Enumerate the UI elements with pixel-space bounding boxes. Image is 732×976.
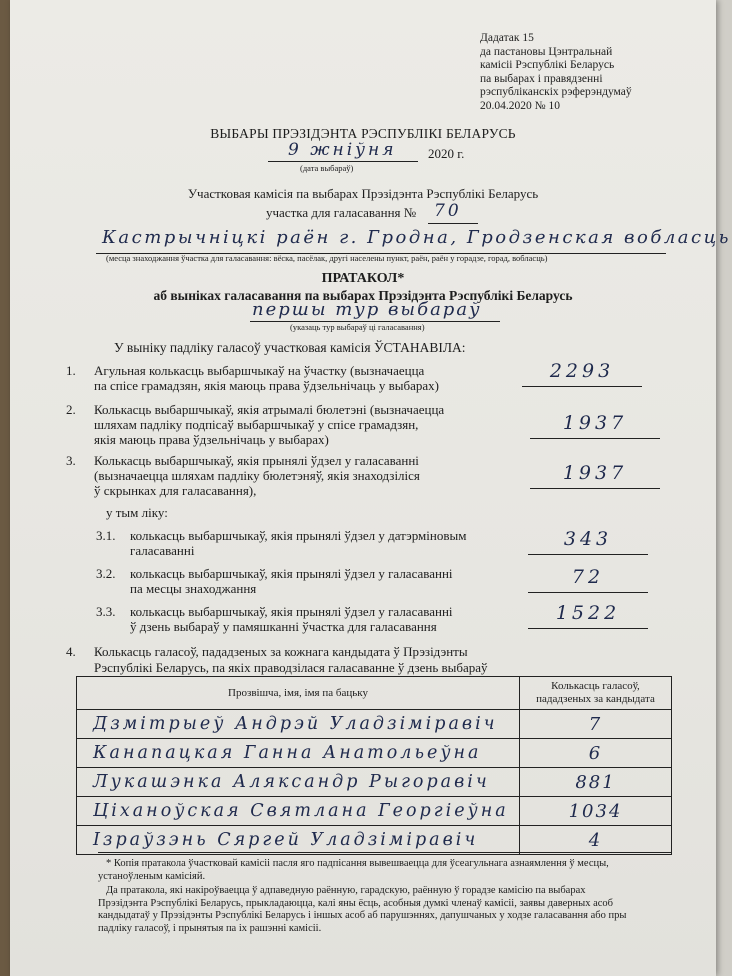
candidate-name-cell	[77, 710, 520, 739]
item-1	[66, 363, 486, 397]
annex-line: па выбарах і правядзенні	[480, 72, 603, 85]
subitem-3-3-value-field	[528, 602, 648, 629]
candidate-votes-cell	[520, 797, 672, 826]
item-text-line: (вызначаецца шляхам падліку бюлетэняў, якія знаходзіліся	[94, 468, 420, 483]
subitem-text-line: колькасць выбаршчыкаў, якія прынялі ўдзел у галасаванні	[130, 604, 453, 619]
subitem-number: 3.1.	[96, 528, 116, 543]
annex-line: да пастановы Цэнтральнай	[480, 45, 613, 58]
subitem-text-line: колькасць выбаршчыкаў, якія прынялі ўдзел у галасаванні	[130, 566, 453, 581]
table-row	[77, 710, 672, 739]
item-text-line: Колькасць выбаршчыкаў, якія прынялі ўдзел у галасаванні	[94, 453, 419, 468]
item-number: 1.	[66, 363, 76, 378]
item-text-line: шляхам падліку подпісаў выбаршчыкаў у спісе грамадзян,	[94, 417, 419, 432]
item-text-line: Агульная колькасць выбаршчыкаў на ўчастку (вызначаецца	[94, 363, 425, 378]
established-heading: У выніку падліку галасоў участковая камісія ЎСТАНАВІЛА:	[114, 340, 466, 355]
subitem-3-3	[96, 604, 516, 638]
footnote-divider	[98, 852, 672, 853]
candidate-name-cell	[77, 768, 520, 797]
item-3	[66, 453, 486, 503]
candidate-votes: 881	[575, 771, 616, 793]
subitem-3-1	[96, 528, 516, 562]
subitem-3-1-value: 343	[563, 528, 613, 550]
date-caption: (дата выбараў)	[300, 163, 354, 173]
table-row	[77, 768, 672, 797]
footnote-line: падліку галасоў, і прынятыя па іх рашэнні камісіі.	[98, 922, 322, 934]
location-caption: (месца знаходжання ўчастка для галасавання: вёска, пасёлак, другі населены пункт, раён, раён у горадзе, горад, вобласць)	[106, 253, 548, 263]
candidate-votes: 1034	[568, 800, 623, 822]
candidate-name-cell	[77, 739, 520, 768]
item-text-line: Колькасць галасоў, пададзеных за кожнага кандыдата ў Прэзідэнты	[94, 644, 468, 659]
column-header-name: Прозвішча, імя, імя па бацьку	[77, 677, 520, 710]
candidate-votes-cell	[520, 768, 672, 797]
candidates-table	[76, 676, 672, 855]
item-text-line: па спісе грамадзян, якія маюць права ўдзельнічаць у выбарах)	[94, 378, 439, 393]
item-number: 3.	[66, 453, 76, 468]
candidate-votes: 7	[588, 713, 603, 735]
table-header-row	[77, 677, 672, 710]
candidate-name: Дзмітрыеў Андрэй Уладзіміравіч	[93, 714, 498, 734]
item-3-value: 1937	[562, 462, 628, 484]
item-1-value: 2293	[549, 360, 615, 382]
round-caption: (указаць тур выбараў ці галасавання)	[290, 322, 425, 332]
item-text-line: якія маюць права ўдзельнічаць у выбарах)	[94, 432, 329, 447]
candidate-votes: 4	[588, 829, 603, 851]
column-header-votes-line: Колькасць галасоў,	[551, 680, 640, 692]
protocol-page	[10, 0, 731, 976]
footnote-line: * Копія пратакола ўчастковай камісіі пасля яго падпісання вывешваецца для ўсеагульнага азнаямлення ў месцы,	[106, 858, 609, 869]
candidate-name: Ізраўзэнь Сяргей Уладзіміравіч	[93, 830, 479, 850]
table-row	[77, 797, 672, 826]
footnote-line: кандыдатаў у Прэзідэнты Рэспублікі Беларусь і іншых асоб аб парушэннях, дапушчаных у ходзе галасавання або пры	[98, 910, 627, 921]
item-2-value: 1937	[562, 412, 628, 434]
footnote-1	[98, 858, 672, 883]
item-text-line: Колькасць выбаршчыкаў, якія атрымалі бюлетэні (вызначаецца	[94, 402, 445, 417]
subitem-number: 3.3.	[96, 604, 116, 619]
footnote-line: устаноўленым камісіяй.	[98, 870, 206, 882]
item-1-value-field	[522, 360, 642, 387]
column-header-votes	[520, 677, 672, 710]
date-field	[268, 140, 418, 162]
candidate-name: Ціханоўская Святлана Георгіеўна	[93, 801, 509, 821]
candidate-name-cell	[77, 826, 520, 855]
subitem-text-line: па месцы знаходжання	[130, 581, 257, 596]
round-handwritten: першы тур выбараў	[252, 299, 482, 320]
commission-line-2: участка для галасавання №	[266, 205, 417, 220]
candidate-votes-cell	[520, 710, 672, 739]
annex-line: камісіі Рэспублікі Беларусь	[480, 59, 615, 71]
item-number: 2.	[66, 402, 76, 417]
item-4	[66, 644, 686, 678]
election-title: ВЫБАРЫ ПРЭЗІДЭНТА РЭСПУБЛІКІ БЕЛАРУСЬ	[210, 126, 516, 141]
subitem-3-2	[96, 566, 516, 600]
date-year: 2020 г.	[428, 146, 465, 161]
subitem-3-2-value-field	[528, 566, 648, 593]
annex-line: 20.04.2020 № 10	[480, 99, 560, 112]
candidate-votes-cell	[520, 826, 672, 855]
item-number: 4.	[66, 644, 76, 659]
item-3-value-field	[530, 462, 660, 489]
including-label: у тым ліку:	[106, 505, 168, 520]
candidate-name: Лукашэнка Аляксандр Рыгоравіч	[93, 772, 490, 792]
commission-line-1: Участковая камісія па выбарах Прэзідэнта Рэспублікі Беларусь	[187, 186, 539, 201]
location-handwritten: Кастрычніцкі раён г. Гродна, Гродзенская вобласць	[102, 227, 731, 248]
item-text-line: ў скрынках для галасавання),	[94, 483, 257, 498]
subitem-3-3-value: 1522	[555, 602, 621, 624]
subitem-text-line: галасаванні	[130, 543, 195, 558]
precinct-number: 70	[434, 201, 462, 221]
footnote-2	[98, 885, 672, 935]
precinct-number-field	[428, 201, 478, 224]
subitem-text-line: колькасць выбаршчыкаў, якія прынялі ўдзел у датэрміновым	[130, 528, 467, 543]
item-text-line: Рэспублікі Беларусь, па якіх праводзілася галасаванне ў дзень выбараў	[94, 660, 488, 675]
subitem-number: 3.2.	[96, 566, 116, 581]
protocol-subtitle: аб выніках галасавання па выбарах Прэзідэнта Рэспублікі Беларусь	[153, 288, 573, 303]
protocol-title: ПРАТАКОЛ*	[321, 271, 405, 286]
date-handwritten: 9 жніўня	[288, 140, 397, 160]
table-row	[77, 826, 672, 855]
round-field	[250, 299, 500, 322]
subitem-3-2-value: 72	[571, 566, 605, 588]
table-row	[77, 739, 672, 768]
candidate-name-cell	[77, 797, 520, 826]
candidate-name: Канапацкая Ганна Анатольеўна	[93, 743, 482, 763]
candidate-votes: 6	[588, 742, 603, 764]
annex-line: Дадатак 15	[480, 32, 534, 44]
candidate-votes-cell	[520, 739, 672, 768]
item-2-value-field	[530, 412, 660, 439]
item-2	[66, 402, 486, 452]
subitem-3-1-value-field	[528, 528, 648, 555]
column-header-votes-line: пададзеных за кандыдата	[536, 693, 655, 705]
annex-line: рэспубліканскіх рэферэндумаў	[480, 86, 632, 98]
subitem-text-line: ў дзень выбараў у памяшканні ўчастка для галасавання	[130, 619, 437, 634]
location-field	[96, 227, 731, 254]
footnote-line: Прэзідэнта Рэспублікі Беларусь, прыкладаюцца, калі яны ёсць, асобныя думкі членаў камісіі, заявы даверных асоб	[98, 897, 614, 909]
annex-block	[480, 32, 632, 113]
footnote-line: Да пратакола, які накіроўваецца ў адпаведную раённую, гарадскую, раённую ў горадзе камісію па выбарах	[106, 885, 586, 896]
